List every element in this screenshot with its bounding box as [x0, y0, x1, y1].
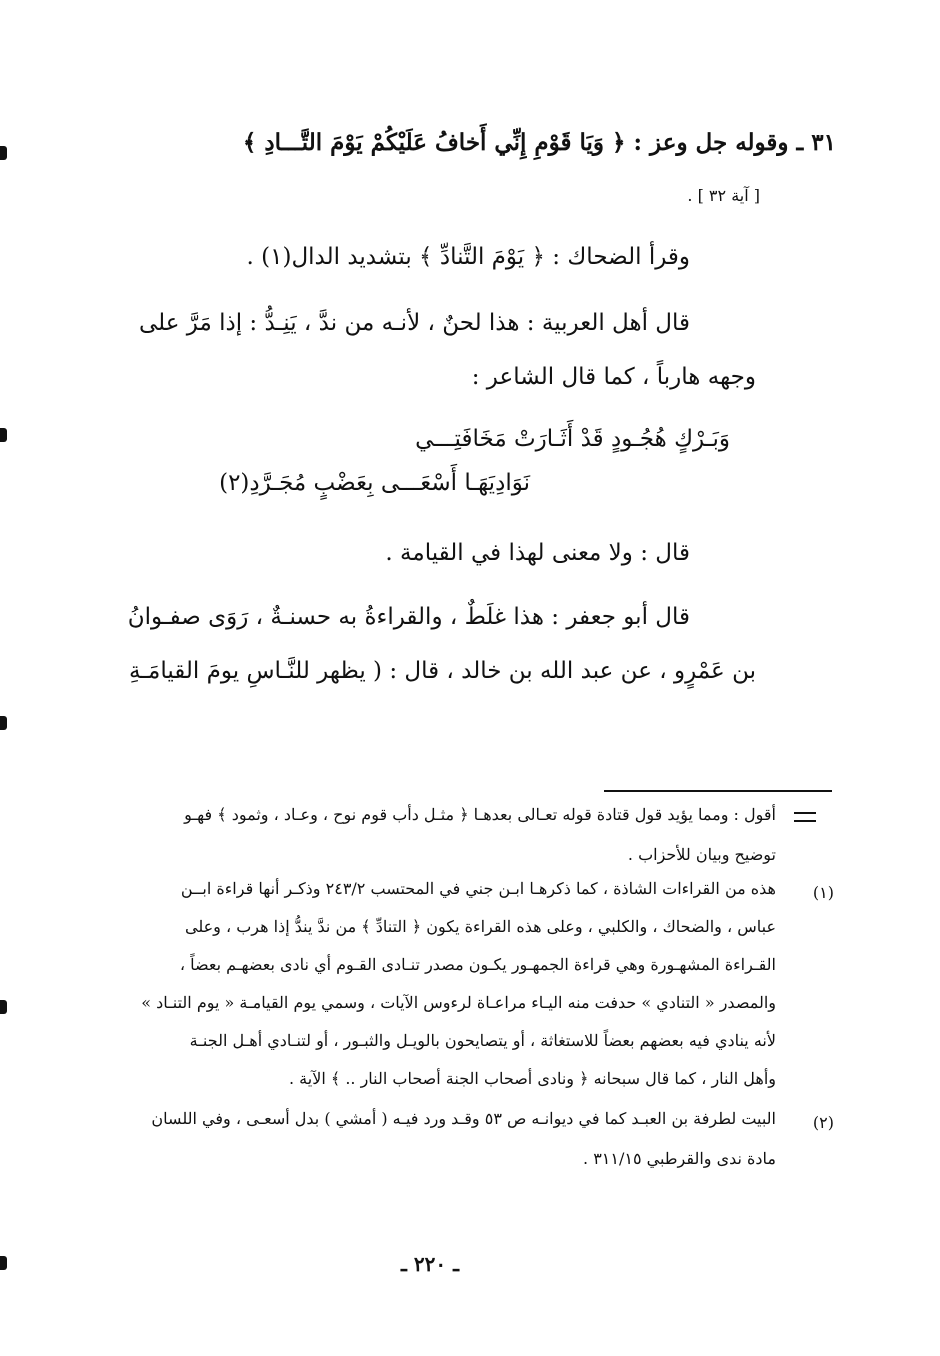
verse-reference: [ آية ٣٢ ] . — [687, 186, 760, 205]
footnote-line: مادة ندى والقرطبي ٣١١/١٥ . — [583, 1149, 776, 1168]
footnote-marker: (١) — [812, 883, 834, 902]
footnote-line: البيت لطرفة بن العبـد كما في ديوانـه ص ٥٣ وقـد ورد فيـه ( أمشي ) بدل أسعـى ، وفي اللسان — [151, 1109, 776, 1128]
footnote-line: لأنه ينادي فيه بعضهم بعضاً للاستغاثة ، أو يتصايحون بالويـل والثبـور ، أو لتنـادي أهـل الجنـة — [189, 1031, 776, 1050]
footnote-separator — [604, 790, 832, 792]
item-heading: ٣١ ـ وقوله جل وعز : ﴿ وَيَا قَوْمِ إِنِّي أَخافُ عَلَيْكُمْ يَوْمَ التَّـــادِ ﴾ — [242, 129, 836, 156]
paragraph-line: قال أبو جعفر : هذا غلَطٌ ، والقراءةُ به حسنـةٌ ، رَوَى صفـوانُ — [127, 604, 690, 630]
paragraph-line: قال : ولا معنى لهذا في القيامة . — [385, 540, 690, 566]
footnote-line: القـراءة المشهـورة وهي قراءة الجمهـور يكـون مصدر تنـادى القـوم أي نادى بعضهـم بعضاً ، — [179, 955, 776, 974]
poem-line: نَوَادِيَهَـا أَسْعَـــى بِعَضْبٍ مُجَـرَّدِ(٢) — [219, 470, 530, 496]
footnote-line: عباس ، والضحاك ، والكلبي ، وعلى هذه القراءة يكون ﴿ التنادِّ ﴾ من ندَّ يندُّ إذا هرب ، وعلى — [184, 917, 776, 936]
scan-edge-mark — [0, 716, 7, 730]
scan-edge-mark — [0, 428, 7, 442]
page-number: ـ ٢٢٠ ـ — [401, 1252, 459, 1276]
footnote-line: والمصدر « التنادي » حدفت منه اليـاء مراعـاة لرءوس الآيات ، وسمي يوم القيامـة « يوم التنـاد » — [141, 993, 776, 1012]
paragraph-line: وجهه هارباً ، كما قال الشاعر : — [471, 364, 756, 390]
poem-line: وَبَـرْكٍ هُجُـودٍ قَدْ أَثَـارَتْ مَخَافَتِـــي — [415, 426, 730, 452]
paragraph-line: بن عَمْرٍو ، عن عبد الله بن خالد ، قال : ( يظهر للنَّـاسِ يومَ القيامَـةِ — [128, 658, 756, 684]
paragraph-line: وقرأ الضحاك : ﴿ يَوْمَ التَّنادِّ ﴾ بتشديد الدال(١) . — [246, 244, 690, 270]
scan-edge-mark — [0, 1000, 7, 1014]
footnote-line: وأهل النار ، كما قال سبحانه ﴿ ونادى أصحاب الجنة أصحاب النار .. ﴾ الآية . — [289, 1069, 776, 1088]
footnote-marker: (٢) — [812, 1113, 834, 1132]
footnote-line: هذه من القراءات الشاذة ، كما ذكرهـا ابـن جني في المحتسب ٢٤٣/٢ وذكـر أنها قراءة ابــن — [180, 879, 776, 898]
footnote-line: أقول : ومما يؤيد قول قتادة قوله تعـالى بعدهـا ﴿ مثـل دأب قوم نوح ، وعـاد ، وثمود ﴾ فهـو — [184, 805, 776, 824]
scan-edge-mark — [0, 146, 7, 160]
continuation-mark — [794, 812, 816, 822]
paragraph-line: قال أهل العربية : هذا لحنٌ ، لأنـه من ندَّ ، يَنِـدُّ : إذا مَرَّ على — [138, 310, 690, 336]
footnote-line: توضيح وبيان للأحزاب . — [627, 845, 776, 864]
